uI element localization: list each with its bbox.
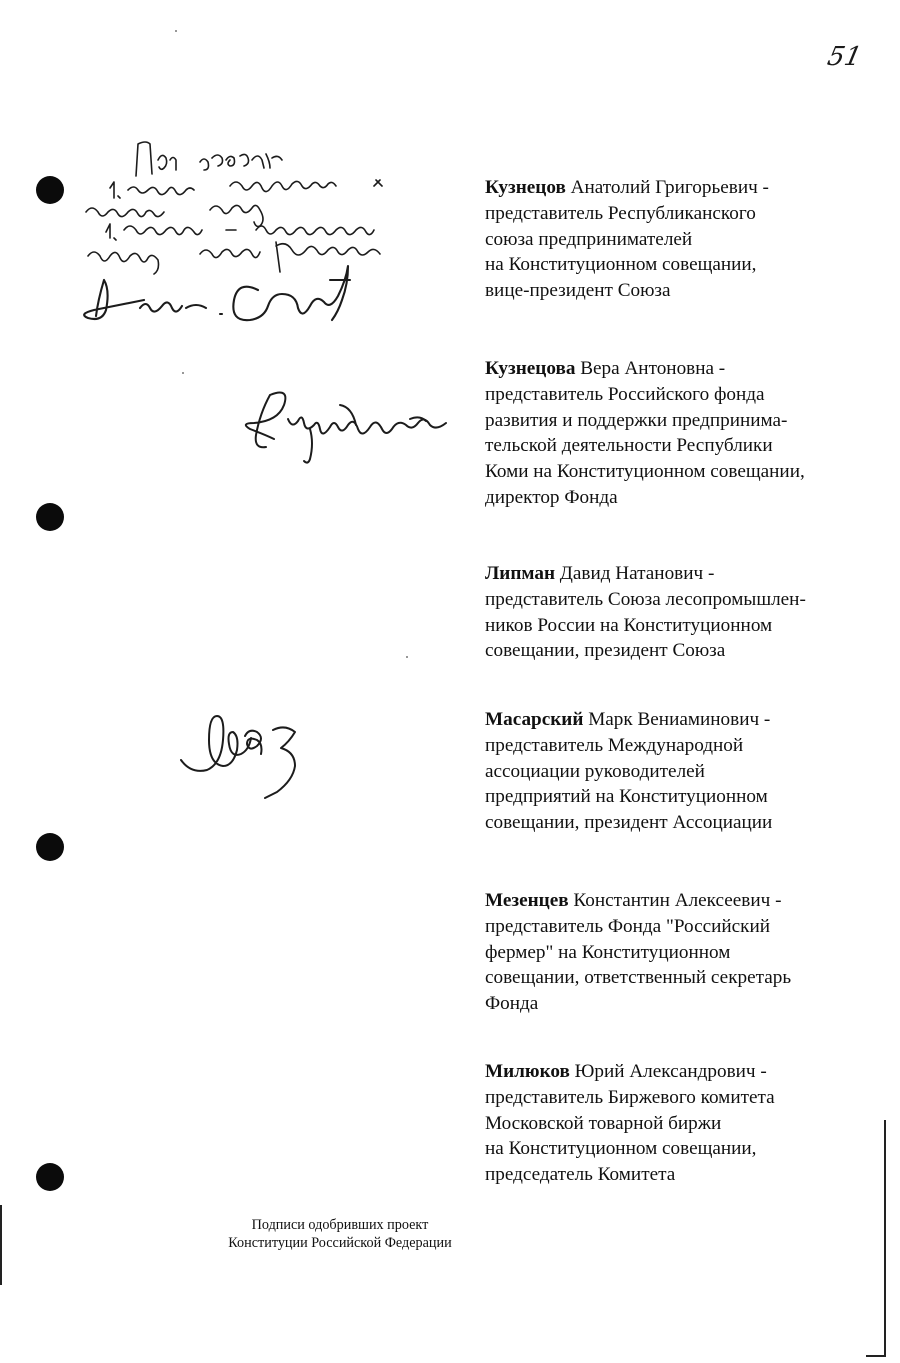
signatory-surname: Мезенцев <box>485 890 569 911</box>
punch-hole <box>36 1163 64 1191</box>
footer-line: Подписи одобривших проект <box>251 1217 429 1233</box>
scan-edge-right <box>884 1120 886 1355</box>
scan-speck <box>182 372 184 374</box>
page-number: 51 <box>824 42 865 72</box>
entry-line: представитель Международной <box>485 734 744 756</box>
signatory-entry <box>485 888 880 1017</box>
entry-line: союза предпринимателей <box>485 228 693 250</box>
signatory-entry <box>485 561 880 664</box>
entry-line: тельской деятельности Республики <box>485 435 773 457</box>
scan-edge-left <box>0 1205 2 1285</box>
entry-line: ассоциации руководителей <box>485 760 705 782</box>
signatory-name: Вера Антоновна - <box>575 358 726 379</box>
signatory-surname: Масарский <box>485 709 584 730</box>
entry-line: Коми на Конституционном совещании, <box>485 461 805 483</box>
signatory-name: Юрий Александрович - <box>569 1061 767 1082</box>
entry-line: представитель Союза лесопромышлен- <box>485 588 806 610</box>
signatory-name: Константин Алексеевич - <box>568 890 782 911</box>
entry-line: вице-президент Союза <box>485 280 671 302</box>
signatory-name: Давид Натанович - <box>555 563 715 584</box>
scan-edge-corner <box>866 1355 886 1357</box>
signatory-surname: Кузнецов <box>485 177 566 198</box>
punch-hole <box>36 503 64 531</box>
entry-line: Московской товарной биржи <box>485 1112 722 1134</box>
signatory-name: Анатолий Григорьевич - <box>565 177 769 198</box>
entry-line: развития и поддержки предпринима- <box>485 409 788 431</box>
entry-line: совещании, ответственный секретарь <box>485 967 792 989</box>
signatory-name: Марк Вениаминович - <box>583 709 771 730</box>
signatory-surname: Кузнецова <box>485 358 576 379</box>
footer-line: Конституции Российской Федерации <box>228 1235 452 1251</box>
punch-hole <box>36 833 64 861</box>
signatory-entry <box>485 1059 880 1188</box>
signatory-surname: Липман <box>485 563 555 584</box>
entry-line: ников России на Конституционном <box>485 614 773 636</box>
signature <box>240 385 460 470</box>
signatory-entry <box>485 175 880 304</box>
scan-speck <box>175 30 177 32</box>
page-footer <box>190 1216 490 1252</box>
punch-hole <box>36 176 64 204</box>
entry-line: на Конституционном совещании, <box>485 254 757 276</box>
entry-line: совещании, президент Союза <box>485 640 726 662</box>
signature <box>175 700 335 805</box>
entry-line: представитель Российского фонда <box>485 383 765 405</box>
entry-line: на Конституционном совещании, <box>485 1138 757 1160</box>
entry-line: председатель Комитета <box>485 1164 676 1186</box>
entry-line: фермер" на Конституционном <box>485 941 731 963</box>
entry-line: предприятий на Конституционном <box>485 786 768 808</box>
entry-line: директор Фонда <box>485 486 618 508</box>
entry-line: представитель Фонда "Российский <box>485 915 771 937</box>
entry-line: совещании, президент Ассоциации <box>485 812 773 834</box>
entry-line: представитель Биржевого комитета <box>485 1086 775 1108</box>
scan-speck <box>406 656 408 658</box>
entry-line: представитель Республиканского <box>485 202 756 224</box>
signatory-surname: Милюков <box>485 1061 570 1082</box>
handwritten-note <box>80 130 410 335</box>
signatory-entry <box>485 707 880 836</box>
entry-line: Фонда <box>485 993 539 1015</box>
signatory-entry <box>485 356 880 511</box>
